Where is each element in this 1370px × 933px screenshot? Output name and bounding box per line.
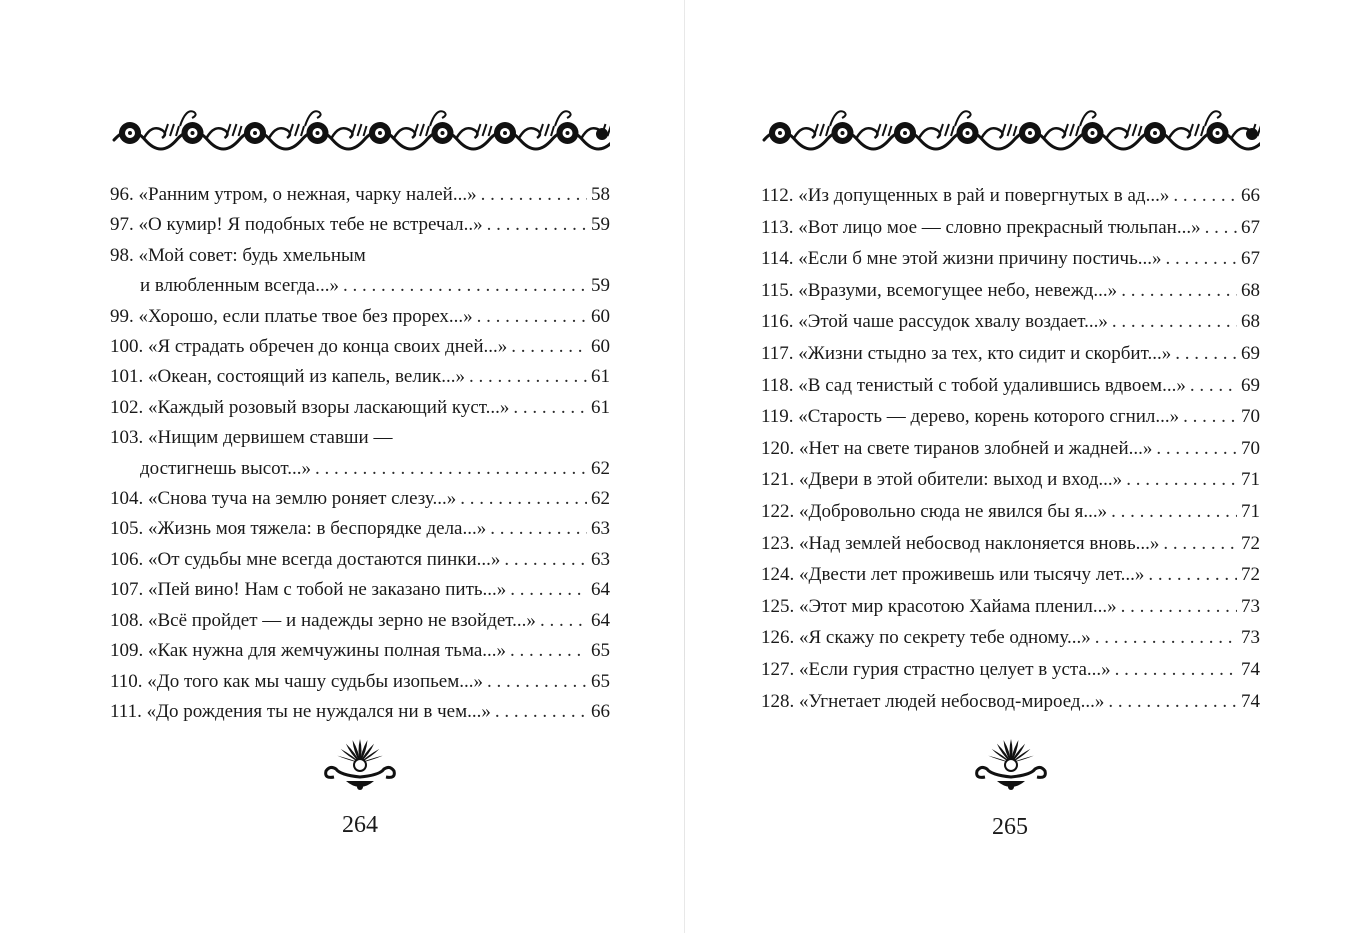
entry-number: 116. bbox=[761, 311, 794, 333]
entry-title: «Двери в этой обители: выход и вход...» bbox=[799, 469, 1123, 491]
entry-page: 70 bbox=[1241, 406, 1260, 428]
entry-page: 63 bbox=[591, 518, 610, 540]
entry-number: 122. bbox=[761, 500, 795, 522]
entry-number: 127. bbox=[761, 658, 795, 680]
dot-leader bbox=[343, 271, 587, 301]
page-number: 265 bbox=[992, 814, 1028, 840]
toc-entry bbox=[761, 496, 1260, 528]
entry-number: 121. bbox=[761, 469, 795, 491]
entry-title: «Вот лицо мое — словно прекрасный тюльпан...» bbox=[798, 216, 1201, 238]
dot-leader bbox=[495, 697, 587, 727]
toc-entry bbox=[761, 370, 1260, 402]
dot-leader bbox=[1166, 243, 1237, 275]
entry-title: «Я страдать обречен до конца своих дней...» bbox=[148, 336, 508, 358]
entry-page: 71 bbox=[1241, 469, 1260, 491]
dot-leader bbox=[1108, 686, 1237, 718]
entry-page: 70 bbox=[1241, 437, 1260, 459]
dot-leader bbox=[1112, 306, 1237, 338]
toc-entry bbox=[110, 697, 610, 727]
toc-entry bbox=[110, 514, 610, 544]
entry-number: 112. bbox=[761, 185, 794, 206]
entry-number: 98. bbox=[110, 244, 134, 266]
entry-title: «Жизни стыдно за тех, кто сидит и скорбит...» bbox=[798, 342, 1172, 364]
entry-number: 110. bbox=[110, 670, 143, 692]
entry-title: «Из допущенных в рай и повергнутых в ад...» bbox=[798, 185, 1170, 206]
entry-number: 124. bbox=[761, 564, 795, 586]
toc-entry bbox=[761, 559, 1260, 591]
dot-leader bbox=[1121, 275, 1237, 307]
entry-number: 108. bbox=[110, 609, 144, 631]
toc-entry bbox=[761, 433, 1260, 465]
dot-leader bbox=[1121, 591, 1237, 623]
palmette-ornament-icon bbox=[971, 735, 1051, 793]
entry-title: «Океан, состоящий из капель, велик...» bbox=[148, 366, 465, 388]
entry-number: 100. bbox=[110, 336, 144, 358]
dot-leader bbox=[1173, 180, 1237, 212]
entry-title: «В сад тенистый с тобой удалившись вдвоем...» bbox=[798, 374, 1186, 396]
entry-title: «Добровольно сюда не явился бы я...» bbox=[799, 500, 1108, 522]
entry-page: 69 bbox=[1241, 374, 1260, 396]
scroll-border-icon bbox=[758, 100, 1260, 156]
entry-number: 120. bbox=[761, 437, 795, 459]
entry-page: 64 bbox=[591, 579, 610, 601]
entry-number: 102. bbox=[110, 396, 144, 418]
entry-title: «До рождения ты не нуждался ни в чем...» bbox=[146, 700, 491, 722]
dot-leader bbox=[477, 302, 587, 332]
entry-number: 97. bbox=[110, 214, 134, 236]
entry-title: «Вразуми, всемогущее небо, невежд...» bbox=[798, 279, 1118, 301]
table-of-contents bbox=[761, 180, 1260, 717]
entry-title: «О кумир! Я подобных тебе не встречал..» bbox=[138, 214, 483, 236]
entry-title: «До того как мы чашу судьбы изопьем...» bbox=[147, 670, 483, 692]
entry-number: 115. bbox=[761, 279, 794, 301]
toc-entry bbox=[761, 180, 1260, 212]
entry-number: 109. bbox=[110, 640, 144, 662]
entry-page: 65 bbox=[591, 670, 610, 692]
entry-page: 66 bbox=[1241, 185, 1260, 206]
entry-number: 107. bbox=[110, 579, 144, 601]
entry-title: «Я скажу по секрету тебе одному...» bbox=[799, 627, 1091, 649]
entry-number: 111. bbox=[110, 700, 142, 722]
dot-leader bbox=[511, 332, 587, 362]
dot-leader bbox=[1156, 433, 1237, 465]
dot-leader bbox=[1183, 401, 1237, 433]
entry-title: «Ранним утром, о нежная, чарку налей...» bbox=[138, 184, 477, 205]
entry-page: 74 bbox=[1241, 690, 1260, 712]
entry-title: «Всё пройдет — и надежды зерно не взойдет...» bbox=[148, 609, 536, 631]
entry-page: 65 bbox=[591, 640, 610, 662]
dot-leader bbox=[487, 667, 587, 697]
toc-entry bbox=[761, 622, 1260, 654]
dot-leader bbox=[490, 514, 587, 544]
entry-page: 68 bbox=[1241, 279, 1260, 301]
toc-entry bbox=[110, 636, 610, 666]
toc-entry bbox=[110, 667, 610, 697]
entry-title: «Хорошо, если платье твое без прорех...» bbox=[138, 305, 473, 327]
entry-page: 59 bbox=[591, 275, 610, 297]
dot-leader bbox=[510, 575, 587, 605]
toc-entry bbox=[110, 210, 610, 240]
entry-title: «Угнетает людей небосвод-мироед...» bbox=[799, 690, 1105, 712]
dot-leader bbox=[504, 545, 587, 575]
toc-entry bbox=[110, 484, 610, 514]
entry-title: «Как нужна для жемчужины полная тьма...» bbox=[148, 640, 507, 662]
entry-number: 105. bbox=[110, 518, 144, 540]
dot-leader bbox=[315, 454, 587, 484]
entry-title-continued: достигнешь высот...» bbox=[140, 457, 312, 479]
dot-leader bbox=[510, 636, 587, 666]
entry-page: 69 bbox=[1241, 342, 1260, 364]
entry-number: 114. bbox=[761, 248, 794, 270]
entry-number: 106. bbox=[110, 548, 144, 570]
entry-title: «Если гурия страстно целует в уста...» bbox=[799, 658, 1111, 680]
entry-page: 73 bbox=[1241, 627, 1260, 649]
toc-entry bbox=[761, 686, 1260, 718]
entry-number: 117. bbox=[761, 342, 794, 364]
scroll-border-icon bbox=[108, 100, 610, 156]
dot-leader bbox=[1175, 338, 1237, 370]
entry-number: 125. bbox=[761, 595, 795, 617]
entry-title: «Снова туча на землю роняет слезу...» bbox=[148, 488, 457, 510]
toc-entry bbox=[761, 306, 1260, 338]
entry-page: 71 bbox=[1241, 500, 1260, 522]
entry-page: 68 bbox=[1241, 311, 1260, 333]
entry-page: 61 bbox=[591, 396, 610, 418]
entry-title: «Пей вино! Нам с тобой не заказано пить...» bbox=[148, 579, 507, 601]
entry-page: 63 bbox=[591, 548, 610, 570]
entry-title: «Этой чаше рассудок хвалу воздает...» bbox=[798, 311, 1108, 333]
entry-title: «Нет на свете тиранов злобней и жадней...» bbox=[799, 437, 1153, 459]
entry-page: 73 bbox=[1241, 595, 1260, 617]
dot-leader bbox=[1095, 622, 1237, 654]
entry-page: 67 bbox=[1241, 248, 1260, 270]
entry-number: 103. bbox=[110, 427, 144, 449]
left-page bbox=[0, 0, 684, 933]
table-of-contents bbox=[110, 180, 610, 727]
dot-leader bbox=[513, 393, 587, 423]
entry-number: 119. bbox=[761, 406, 794, 428]
palmette-ornament-icon bbox=[320, 735, 400, 793]
entry-number: 99. bbox=[110, 305, 134, 327]
toc-entry bbox=[110, 575, 610, 605]
toc-entry bbox=[110, 362, 610, 392]
entry-title: «От судьбы мне всегда достаются пинки...» bbox=[148, 548, 501, 570]
dot-leader bbox=[469, 362, 587, 392]
dot-leader bbox=[1111, 496, 1237, 528]
dot-leader bbox=[460, 484, 587, 514]
right-page bbox=[685, 0, 1369, 933]
entry-page: 62 bbox=[591, 457, 610, 479]
toc-entry bbox=[110, 606, 610, 636]
entry-page: 60 bbox=[591, 305, 610, 327]
entry-title: «Мой совет: будь хмельным bbox=[138, 244, 366, 266]
entry-number: 118. bbox=[761, 374, 794, 396]
dot-leader bbox=[1205, 212, 1237, 244]
entry-number: 123. bbox=[761, 532, 795, 554]
toc-entry bbox=[110, 423, 610, 484]
entry-page: 61 bbox=[591, 366, 610, 388]
entry-number: 113. bbox=[761, 216, 794, 238]
page-number: 264 bbox=[342, 812, 378, 838]
dot-leader bbox=[481, 180, 587, 210]
dot-leader bbox=[1126, 464, 1237, 496]
toc-entry bbox=[761, 275, 1260, 307]
entry-page: 72 bbox=[1241, 564, 1260, 586]
entry-title: «Каждый розовый взоры ласкающий куст...» bbox=[148, 396, 510, 418]
toc-entry bbox=[110, 180, 610, 210]
entry-title: «Если б мне этой жизни причину постичь...» bbox=[798, 248, 1162, 270]
entry-page: 64 bbox=[591, 609, 610, 631]
entry-page: 59 bbox=[591, 214, 610, 236]
toc-entry bbox=[761, 401, 1260, 433]
toc-entry bbox=[110, 241, 610, 302]
dot-leader bbox=[540, 606, 587, 636]
entry-title: «Старость — дерево, корень которого сгнил...» bbox=[798, 406, 1180, 428]
entry-title: «Жизнь моя тяжела: в беспорядке дела...» bbox=[148, 518, 487, 540]
entry-title: «Над землей небосвод наклоняется вновь...» bbox=[799, 532, 1160, 554]
entry-title-continued: и влюбленным всегда...» bbox=[140, 275, 339, 297]
entry-title: «Этот мир красотою Хайама пленил...» bbox=[799, 595, 1117, 617]
toc-entry bbox=[110, 302, 610, 332]
entry-page: 60 bbox=[591, 336, 610, 358]
entry-number: 104. bbox=[110, 488, 144, 510]
entry-number: 128. bbox=[761, 690, 795, 712]
entry-number: 96. bbox=[110, 184, 134, 205]
dot-leader bbox=[1148, 559, 1237, 591]
toc-entry bbox=[761, 212, 1260, 244]
dot-leader bbox=[1190, 370, 1237, 402]
toc-entry bbox=[761, 243, 1260, 275]
toc-entry bbox=[761, 528, 1260, 560]
entry-number: 126. bbox=[761, 627, 795, 649]
dot-leader bbox=[487, 210, 587, 240]
dot-leader bbox=[1163, 528, 1237, 560]
entry-page: 66 bbox=[591, 700, 610, 722]
entry-page: 72 bbox=[1241, 532, 1260, 554]
entry-page: 62 bbox=[591, 488, 610, 510]
toc-entry bbox=[110, 393, 610, 423]
dot-leader bbox=[1115, 654, 1237, 686]
entry-page: 67 bbox=[1241, 216, 1260, 238]
entry-title: «Двести лет проживешь или тысячу лет...» bbox=[799, 564, 1145, 586]
entry-page: 74 bbox=[1241, 658, 1260, 680]
entry-title: «Нищим дервишем ставши — bbox=[148, 427, 393, 449]
entry-number: 101. bbox=[110, 366, 144, 388]
entry-page: 58 bbox=[591, 184, 610, 205]
toc-entry bbox=[761, 591, 1260, 623]
toc-entry bbox=[761, 654, 1260, 686]
toc-entry bbox=[110, 545, 610, 575]
toc-entry bbox=[110, 332, 610, 362]
toc-entry bbox=[761, 338, 1260, 370]
toc-entry bbox=[761, 464, 1260, 496]
